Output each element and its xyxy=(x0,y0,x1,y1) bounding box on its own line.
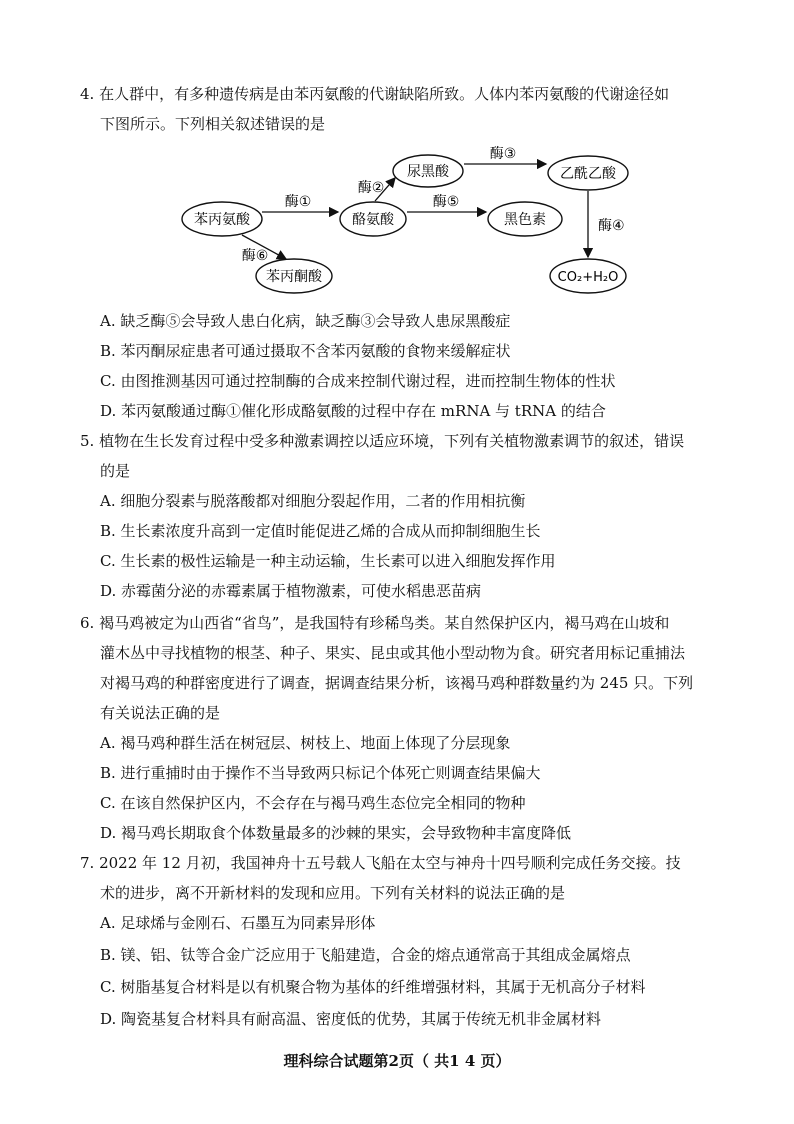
q7-stem-line1: 7. 2022 年 12 月初，我国神舟十五号载人飞船在太空与神舟十四号顺利完成任务交接。技 xyxy=(80,854,681,872)
node-homogentisic-acid: 尿黑酸 xyxy=(407,164,449,180)
enzyme-4-label: 酶④ xyxy=(598,218,625,234)
q7-option-b: B. 镁、铝、钛等合金广泛应用于飞船建造，合金的熔点通常高于其组成金属熔点 xyxy=(100,946,631,964)
q6-stem-line1: 6. 褐马鸡被定为山西省“省鸟”，是我国特有珍稀鸟类。某自然保护区内，褐马鸡在山坡和 xyxy=(80,614,670,632)
q5-option-a: A. 细胞分裂素与脱落酸都对细胞分裂起作用，二者的作用相抗衡 xyxy=(100,492,526,510)
q4-stem-line1: 4. 在人群中，有多种遗传病是由苯丙氨酸的代谢缺陷所致。人体内苯丙氨酸的代谢途径如 xyxy=(80,85,670,103)
phenylalanine-metabolism-diagram xyxy=(0,140,794,300)
q5-stem-line1: 5. 植物在生长发育过程中受多种激素调控以适应环境，下列有关植物激素调节的叙述，错误 xyxy=(80,432,685,450)
enzyme-1-label: 酶① xyxy=(284,194,312,210)
node-phenylpyruvic-acid: 苯丙酮酸 xyxy=(266,269,322,285)
page-footer: 理科综合试题第2页（ 共1 4 页） xyxy=(283,1052,511,1070)
q7-stem-line2: 术的进步，离不开新材料的发现和应用。下列有关材料的说法正确的是 xyxy=(100,884,566,902)
node-phenylalanine: 苯丙氨酸 xyxy=(194,212,250,228)
enzyme-2-label: 酶② xyxy=(357,180,385,196)
q6-option-b: B. 进行重捕时由于操作不当导致两只标记个体死亡则调查结果偏大 xyxy=(100,764,541,782)
q7-option-c: C. 树脂基复合材料是以有机聚合物为基体的纤维增强材料，其属于无机高分子材料 xyxy=(100,978,646,996)
node-co2-h2o: CO₂+H₂O xyxy=(557,270,619,285)
q4-option-c: C. 由图推测基因可通过控制酶的合成来控制代谢过程，进而控制生物体的性状 xyxy=(100,372,616,390)
q5-option-b: B. 生长素浓度升高到一定值时能促进乙烯的合成从而抑制细胞生长 xyxy=(100,522,541,540)
q6-stem-line4: 有关说法正确的是 xyxy=(100,704,221,722)
q5-stem-line2: 的是 xyxy=(100,462,131,480)
q7-option-a: A. 足球烯与金刚石、石墨互为同素异形体 xyxy=(100,914,376,932)
q6-option-c: C. 在该自然保护区内，不会存在与褐马鸡生态位完全相同的物种 xyxy=(100,794,526,812)
enzyme-5-label: 酶⑤ xyxy=(432,194,460,210)
q4-option-b: B. 苯丙酮尿症患者可通过摄取不含苯丙氨酸的食物来缓解症状 xyxy=(100,342,511,360)
q6-stem-line3: 对褐马鸡的种群密度进行了调查，据调查结果分析，该褐马鸡种群数量约为 245 只。下列 xyxy=(100,674,694,692)
node-melanin: 黑色素 xyxy=(504,212,546,228)
q4-option-a: A. 缺乏酶⑤会导致人患白化病，缺乏酶③会导致人患尿黑酸症 xyxy=(100,312,511,330)
node-tyrosine: 酪氨酸 xyxy=(352,212,394,228)
q4-stem-line2: 下图所示。下列相关叙述错误的是 xyxy=(100,115,326,133)
q5-option-c: C. 生长素的极性运输是一种主动运输，生长素可以进入细胞发挥作用 xyxy=(100,552,556,570)
q4-option-d: D. 苯丙氨酸通过酶①催化形成酪氨酸的过程中存在 mRNA 与 tRNA 的结合 xyxy=(100,402,606,420)
node-acetoacetic-acid: 乙酰乙酸 xyxy=(560,166,616,182)
q7-option-d: D. 陶瓷基复合材料具有耐高温、密度低的优势，其属于传统无机非金属材料 xyxy=(100,1010,602,1028)
q6-option-d: D. 褐马鸡长期取食个体数量最多的沙棘的果实，会导致物种丰富度降低 xyxy=(100,824,572,842)
q5-option-d: D. 赤霉菌分泌的赤霉素属于植物激素，可使水稻患恶苗病 xyxy=(100,582,482,600)
q6-stem-line2: 灌木丛中寻找植物的根茎、种子、果实、昆虫或其他小型动物为食。研究者用标记重捕法 xyxy=(100,644,686,662)
enzyme-3-label: 酶③ xyxy=(489,146,517,162)
q6-option-a: A. 褐马鸡种群生活在树冠层、树枝上、地面上体现了分层现象 xyxy=(100,734,511,752)
enzyme-6-label: 酶⑥ xyxy=(241,248,269,264)
